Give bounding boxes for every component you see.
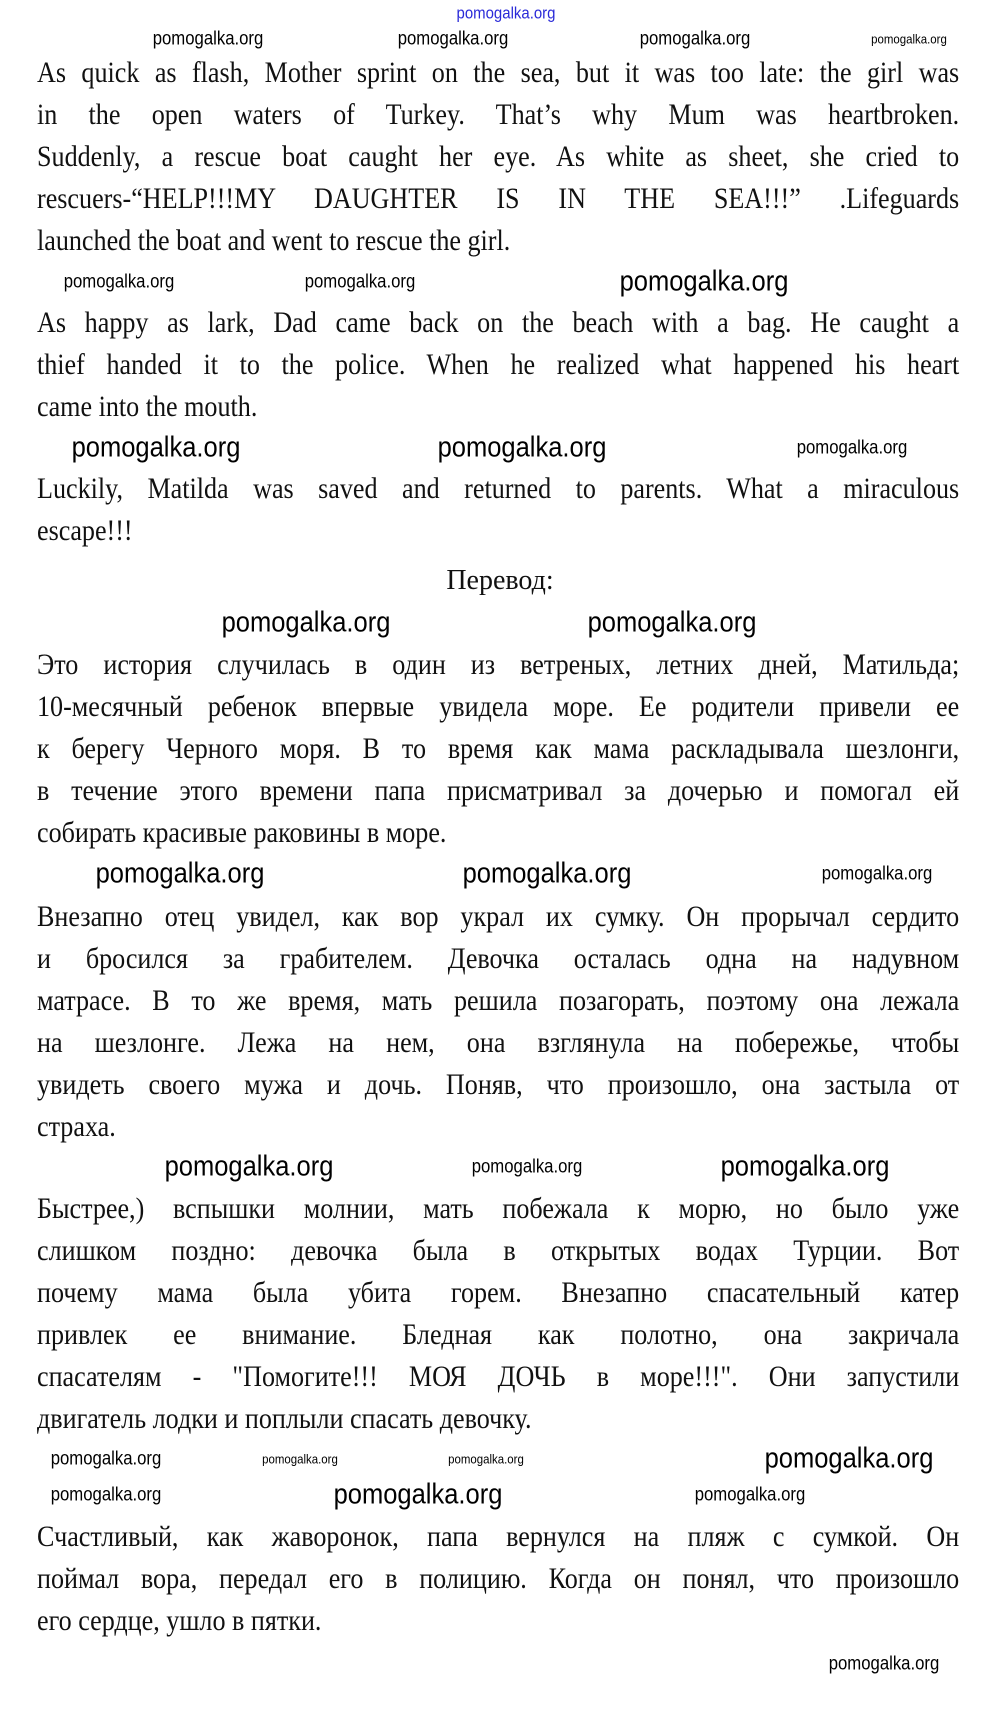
watermark: pomogalka.org bbox=[333, 1478, 503, 1511]
watermark: pomogalka.org bbox=[304, 271, 416, 293]
watermark: pomogalka.org bbox=[50, 1448, 162, 1470]
watermark: pomogalka.org bbox=[437, 431, 607, 464]
russian-paragraph bbox=[37, 1188, 959, 1440]
text-line: привлек ее внимание. Бледная как полотно, она закричала bbox=[37, 1318, 960, 1351]
text-line: страха. bbox=[37, 1110, 116, 1143]
text-line: и бросился за грабителем. Девочка осталась одна на надувном bbox=[37, 942, 960, 975]
watermark: pomogalka.org bbox=[397, 28, 509, 50]
english-paragraph bbox=[37, 468, 959, 552]
watermark: pomogalka.org bbox=[821, 863, 933, 885]
text-line: в течение этого времени папа присматривал за дочерью и помогал ей bbox=[37, 774, 960, 807]
text-line: к берегу Черного моря. В то время как мама раскладывала шезлонги, bbox=[37, 732, 960, 765]
text-line: As quick as flash, Mother sprint on the sea, but it was too late: the girl was bbox=[37, 56, 960, 89]
watermark: pomogalka.org bbox=[456, 3, 556, 23]
text-line: 10-месячный ребенок впервые увидела море. Ее родители привели ее bbox=[37, 690, 960, 723]
text-line: матрасе. В то же время, мать решила позагорать, поэтому она лежала bbox=[37, 984, 960, 1017]
text-line: Это история случилась в один из ветреных, летних дней, Матильда; bbox=[37, 648, 960, 681]
text-line: увидеть своего мужа и дочь. Поняв, что произошло, она застыла от bbox=[37, 1068, 960, 1101]
russian-paragraph bbox=[37, 1516, 959, 1642]
russian-paragraph bbox=[37, 644, 959, 854]
english-paragraph bbox=[37, 302, 959, 428]
watermark: pomogalka.org bbox=[462, 857, 632, 890]
text-line: in the open waters of Turkey. That’s why Mum was heartbroken. bbox=[37, 98, 960, 131]
text-line: Внезапно отец увидел, как вор украл их сумку. Он прорычал сердито bbox=[37, 900, 960, 933]
watermark: pomogalka.org bbox=[152, 28, 264, 50]
watermark: pomogalka.org bbox=[471, 1156, 583, 1178]
text-line: на шезлонге. Лежа на нем, она взглянула на побережье, чтобы bbox=[37, 1026, 960, 1059]
english-paragraph bbox=[37, 52, 959, 262]
watermark: pomogalka.org bbox=[828, 1653, 940, 1675]
watermark: pomogalka.org bbox=[71, 431, 241, 464]
text-line: Счастливый, как жаворонок, папа вернулся на пляж с сумкой. Он bbox=[37, 1520, 960, 1553]
text-line: Luckily, Matilda was saved and returned to parents. What a miraculous bbox=[37, 472, 960, 505]
watermark: pomogalka.org bbox=[796, 437, 908, 459]
text-line: почему мама была убита горем. Внезапно спасательный катер bbox=[37, 1276, 960, 1309]
text-line: Быстрее,) вспышки молнии, мать побежала к морю, но было уже bbox=[37, 1192, 960, 1225]
text-line: спасателям - "Помогите!!! МОЯ ДОЧЬ в море!!!". Они запустили bbox=[37, 1360, 960, 1393]
text-line: escape!!! bbox=[37, 514, 133, 547]
text-line: As happy as lark, Dad came back on the beach with a bag. He caught a bbox=[37, 306, 960, 339]
watermark: pomogalka.org bbox=[639, 28, 751, 50]
text-line: поймал вора, передал его в полицию. Когда он понял, что произошло bbox=[37, 1562, 960, 1595]
text-line: Suddenly, a rescue boat caught her eye. As white as sheet, she cried to bbox=[37, 140, 960, 173]
watermark: pomogalka.org bbox=[619, 265, 789, 298]
watermark: pomogalka.org bbox=[164, 1150, 334, 1183]
text-line: собирать красивые раковины в море. bbox=[37, 816, 447, 849]
watermark: pomogalka.org bbox=[871, 31, 947, 47]
watermark: pomogalka.org bbox=[50, 1484, 162, 1506]
watermark: pomogalka.org bbox=[720, 1150, 890, 1183]
text-line: его сердце, ушло в пятки. bbox=[37, 1604, 322, 1637]
text-line: rescuers-“HELP!!!MY DAUGHTER IS IN THE SEA!!!” .Lifeguards bbox=[37, 182, 960, 215]
text-line: thief handed it to the police. When he realized what happened his heart bbox=[37, 348, 960, 381]
text-line: launched the boat and went to rescue the girl. bbox=[37, 224, 511, 257]
text-line: слишком поздно: девочка была в открытых водах Турции. Вот bbox=[37, 1234, 960, 1267]
watermark: pomogalka.org bbox=[764, 1442, 934, 1475]
text-line: двигатель лодки и поплыли спасать девочку. bbox=[37, 1402, 532, 1435]
watermark: pomogalka.org bbox=[95, 857, 265, 890]
text-line: came into the mouth. bbox=[37, 390, 258, 423]
watermark: pomogalka.org bbox=[221, 606, 391, 639]
translation-heading: Перевод: bbox=[446, 565, 554, 596]
watermark: pomogalka.org bbox=[448, 1451, 524, 1467]
watermark: pomogalka.org bbox=[587, 606, 757, 639]
watermark: pomogalka.org bbox=[694, 1484, 806, 1506]
russian-paragraph bbox=[37, 896, 959, 1148]
watermark: pomogalka.org bbox=[63, 271, 175, 293]
watermark: pomogalka.org bbox=[262, 1451, 338, 1467]
